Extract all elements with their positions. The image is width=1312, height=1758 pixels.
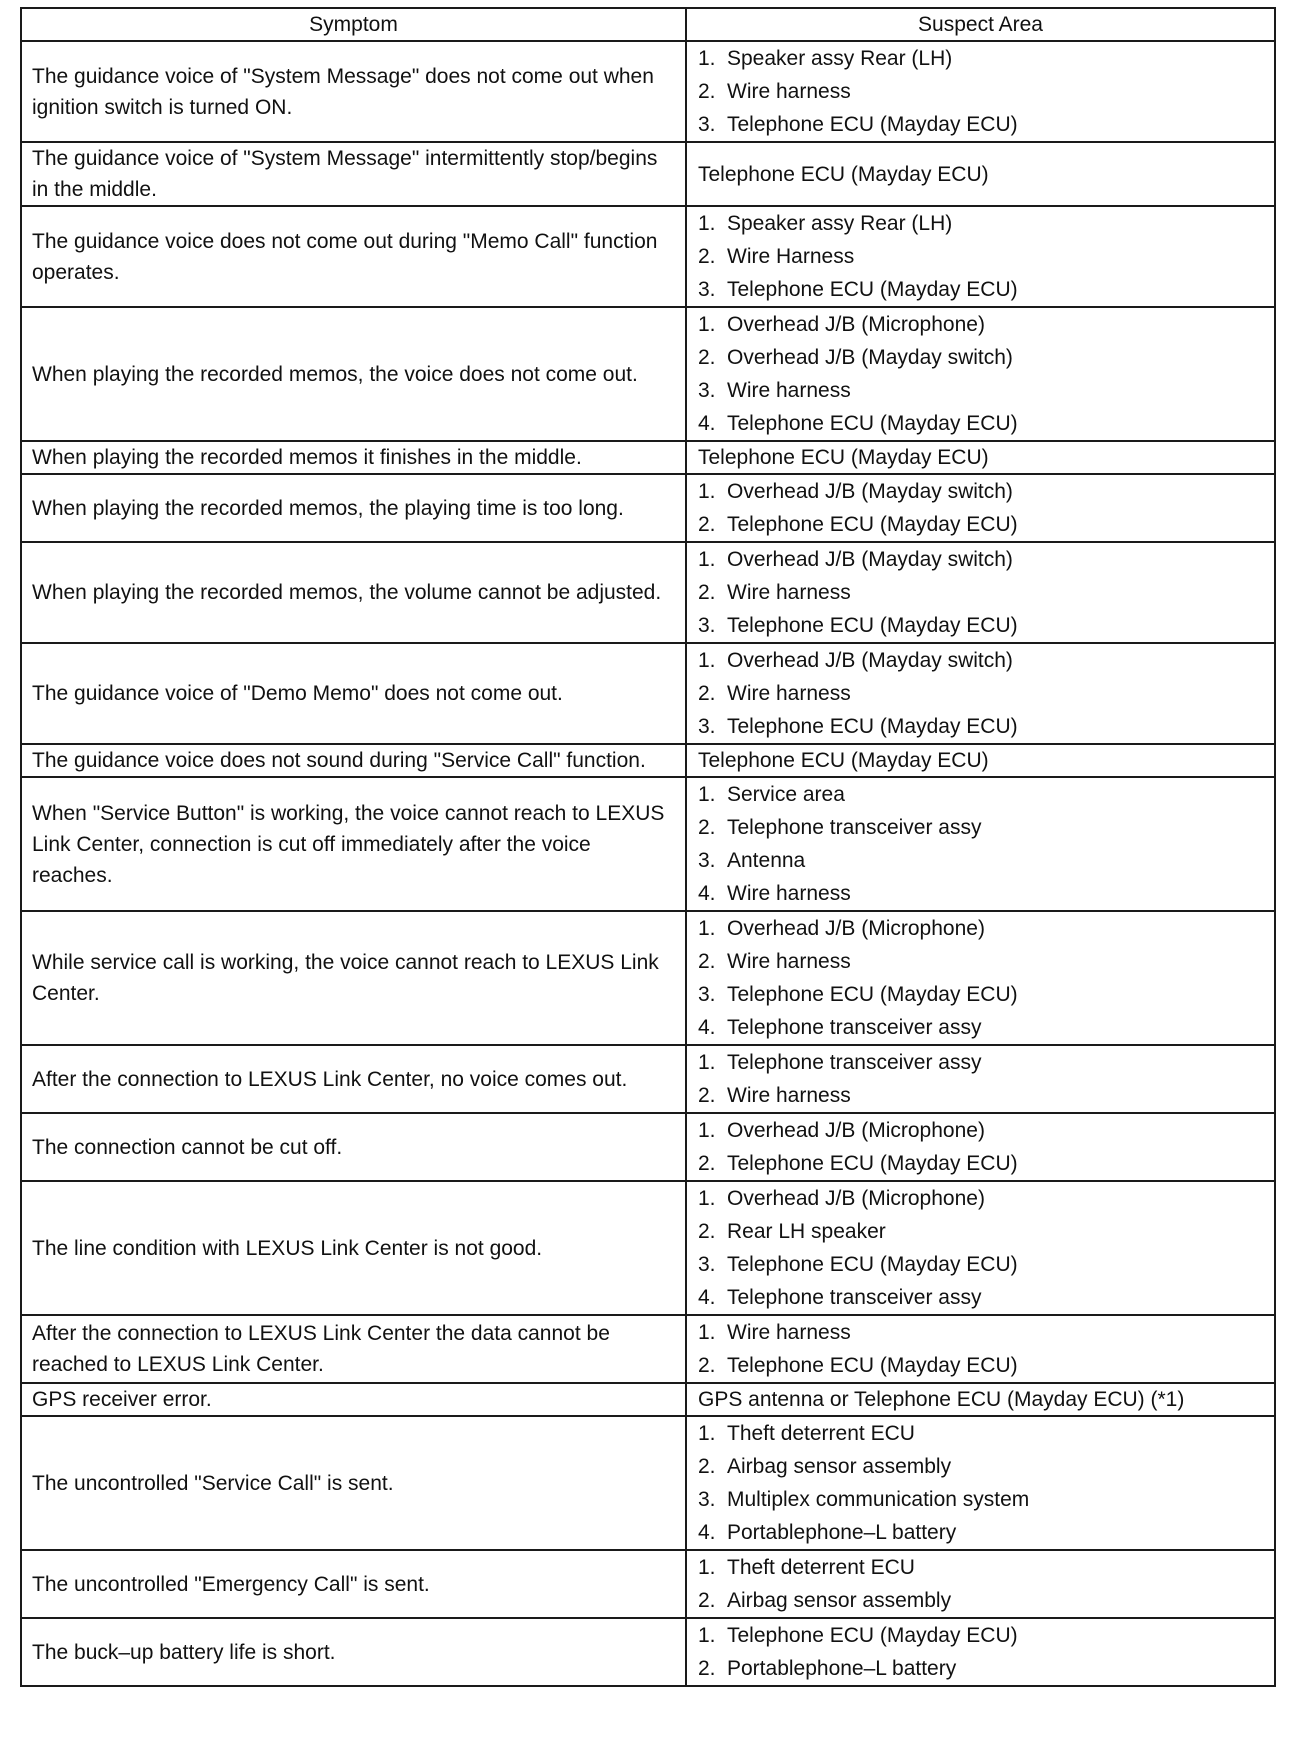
item-number: 2. <box>698 1220 716 1243</box>
suspect-area-item <box>698 978 1264 1011</box>
item-text: Overhead J/B (Mayday switch) <box>727 480 1013 503</box>
symptom-cell: The line condition with LEXUS Link Center is not good. <box>21 1181 686 1315</box>
item-text: Theft deterrent ECU <box>727 1422 915 1445</box>
item-number: 1. <box>698 917 716 940</box>
item-number: 3. <box>698 1253 716 1276</box>
suspect-area-item <box>698 811 1264 844</box>
suspect-area-item <box>698 1619 1264 1652</box>
suspect-area-item <box>698 1147 1264 1180</box>
item-text: Overhead J/B (Mayday switch) <box>727 548 1013 571</box>
symptom-cell: When playing the recorded memos, the playing time is too long. <box>21 474 686 542</box>
suspect-area-cell: GPS antenna or Telephone ECU (Mayday ECU) (*1) <box>686 1383 1275 1416</box>
table-row <box>21 1045 1275 1113</box>
item-number: 1. <box>698 1119 716 1142</box>
item-number: 1. <box>698 212 716 235</box>
item-number: 3. <box>698 278 716 301</box>
item-text: Theft deterrent ECU <box>727 1556 915 1579</box>
symptom-cell: The buck–up battery life is short. <box>21 1618 686 1686</box>
table-row <box>21 1181 1275 1315</box>
suspect-area-cell <box>686 777 1275 911</box>
symptom-cell: The uncontrolled "Emergency Call" is sent. <box>21 1550 686 1618</box>
suspect-area-cell <box>686 41 1275 142</box>
item-text: Telephone ECU (Mayday ECU) <box>727 1354 1018 1377</box>
item-text: Wire Harness <box>727 245 855 268</box>
symptom-cell: The connection cannot be cut off. <box>21 1113 686 1181</box>
symptom-cell: The guidance voice does not come out during "Memo Call" function operates. <box>21 206 686 307</box>
item-text: Antenna <box>727 849 806 872</box>
item-text: Wire harness <box>727 882 851 905</box>
table-row <box>21 1550 1275 1618</box>
suspect-area-item <box>698 844 1264 877</box>
symptom-cell: The uncontrolled "Service Call" is sent. <box>21 1416 686 1550</box>
item-text: Overhead J/B (Mayday switch) <box>727 649 1013 672</box>
suspect-area-item <box>698 1417 1264 1450</box>
item-text: Telephone ECU (Mayday ECU) <box>727 113 1018 136</box>
suspect-area-item <box>698 374 1264 407</box>
item-number: 3. <box>698 715 716 738</box>
symptom-cell: While service call is working, the voice cannot reach to LEXUS Link Center. <box>21 911 686 1045</box>
item-number: 3. <box>698 983 716 1006</box>
table-row <box>21 1618 1275 1686</box>
item-text: Telephone ECU (Mayday ECU) <box>727 1624 1018 1647</box>
item-number: 2. <box>698 80 716 103</box>
symptom-cell: The guidance voice of "System Message" intermittently stop/begins in the middle. <box>21 142 686 206</box>
suspect-area-item <box>698 108 1264 141</box>
item-number: 2. <box>698 1084 716 1107</box>
symptom-cell: The guidance voice does not sound during "Service Call" function. <box>21 744 686 777</box>
item-text: Speaker assy Rear (LH) <box>727 212 953 235</box>
item-text: Telephone ECU (Mayday ECU) <box>727 614 1018 637</box>
symptom-cell: When playing the recorded memos it finishes in the middle. <box>21 441 686 474</box>
symptom-cell: After the connection to LEXUS Link Center, no voice comes out. <box>21 1045 686 1113</box>
item-number: 1. <box>698 1051 716 1074</box>
suspect-area-cell <box>686 542 1275 643</box>
suspect-area-cell <box>686 474 1275 542</box>
suspect-area-item <box>698 1011 1264 1044</box>
item-text: Telephone transceiver assy <box>727 1016 982 1039</box>
suspect-area-item <box>698 877 1264 910</box>
item-text: Telephone ECU (Mayday ECU) <box>727 983 1018 1006</box>
item-number: 1. <box>698 47 716 70</box>
suspect-area-item <box>698 1450 1264 1483</box>
item-text: Wire harness <box>727 379 851 402</box>
suspect-area-item <box>698 576 1264 609</box>
item-text: Airbag sensor assembly <box>727 1455 952 1478</box>
suspect-area-cell: Telephone ECU (Mayday ECU) <box>686 744 1275 777</box>
item-number: 2. <box>698 816 716 839</box>
item-text: Telephone ECU (Mayday ECU) <box>727 1152 1018 1175</box>
table-row <box>21 1113 1275 1181</box>
suspect-area-item <box>698 1483 1264 1516</box>
item-number: 2. <box>698 245 716 268</box>
item-number: 3. <box>698 614 716 637</box>
suspect-area-item <box>698 644 1264 677</box>
item-text: Rear LH speaker <box>727 1220 886 1243</box>
table-row <box>21 1416 1275 1550</box>
suspect-area-item <box>698 1215 1264 1248</box>
item-number: 1. <box>698 1624 716 1647</box>
item-number: 1. <box>698 1422 716 1445</box>
suspect-area-cell <box>686 1550 1275 1618</box>
item-text: Overhead J/B (Microphone) <box>727 1119 985 1142</box>
suspect-area-item <box>698 207 1264 240</box>
item-number: 3. <box>698 849 716 872</box>
item-number: 2. <box>698 682 716 705</box>
item-number: 2. <box>698 950 716 973</box>
item-number: 1. <box>698 480 716 503</box>
suspect-area-item <box>698 240 1264 273</box>
suspect-area-item <box>698 42 1264 75</box>
item-number: 2. <box>698 1657 716 1680</box>
suspect-area-item <box>698 308 1264 341</box>
table-row <box>21 1315 1275 1383</box>
item-text: Airbag sensor assembly <box>727 1589 952 1612</box>
item-number: 4. <box>698 882 716 905</box>
table-row <box>21 911 1275 1045</box>
item-text: Telephone ECU (Mayday ECU) <box>727 412 1018 435</box>
item-number: 1. <box>698 313 716 336</box>
item-text: Telephone ECU (Mayday ECU) <box>727 278 1018 301</box>
suspect-area-cell <box>686 1113 1275 1181</box>
item-number: 2. <box>698 1589 716 1612</box>
table-row <box>21 206 1275 307</box>
item-text: Telephone transceiver assy <box>727 1051 982 1074</box>
suspect-area-cell <box>686 911 1275 1045</box>
item-number: 1. <box>698 649 716 672</box>
item-number: 2. <box>698 1354 716 1377</box>
item-text: Wire harness <box>727 950 851 973</box>
symptom-cell: When playing the recorded memos, the volume cannot be adjusted. <box>21 542 686 643</box>
suspect-area-item <box>698 609 1264 642</box>
suspect-area-cell <box>686 1045 1275 1113</box>
suspect-area-item <box>698 945 1264 978</box>
item-text: Portablephone–L battery <box>727 1657 957 1680</box>
item-text: Wire harness <box>727 581 851 604</box>
table-row <box>21 542 1275 643</box>
item-text: Speaker assy Rear (LH) <box>727 47 953 70</box>
item-text: Telephone ECU (Mayday ECU) <box>727 513 1018 536</box>
suspect-area-item <box>698 1551 1264 1584</box>
suspect-area-cell <box>686 1618 1275 1686</box>
table-row <box>21 474 1275 542</box>
item-number: 2. <box>698 1455 716 1478</box>
suspect-area-item <box>698 1114 1264 1147</box>
symptom-cell: The guidance voice of "Demo Memo" does not come out. <box>21 643 686 744</box>
suspect-area-item <box>698 778 1264 811</box>
suspect-area-item <box>698 1046 1264 1079</box>
suspect-area-cell <box>686 1315 1275 1383</box>
item-number: 1. <box>698 1187 716 1210</box>
table-row <box>21 307 1275 441</box>
suspect-area-cell: Telephone ECU (Mayday ECU) <box>686 441 1275 474</box>
item-text: Telephone ECU (Mayday ECU) <box>727 715 1018 738</box>
suspect-area-item <box>698 710 1264 743</box>
table-row <box>21 643 1275 744</box>
suspect-area-cell <box>686 1416 1275 1550</box>
suspect-area-item <box>698 912 1264 945</box>
suspect-area-cell <box>686 1181 1275 1315</box>
item-text: Overhead J/B (Microphone) <box>727 313 985 336</box>
suspect-area-item <box>698 1079 1264 1112</box>
suspect-area-item <box>698 1248 1264 1281</box>
item-text: Telephone transceiver assy <box>727 1286 982 1309</box>
suspect-area-item <box>698 341 1264 374</box>
item-text: Overhead J/B (Microphone) <box>727 917 985 940</box>
item-text: Portablephone–L battery <box>727 1521 957 1544</box>
symptom-column-header: Symptom <box>21 8 686 41</box>
table-row <box>21 1383 1275 1416</box>
suspect-area-item <box>698 273 1264 306</box>
item-number: 3. <box>698 379 716 402</box>
symptom-cell: When playing the recorded memos, the voice does not come out. <box>21 307 686 441</box>
suspect-area-item <box>698 508 1264 541</box>
suspect-area-item <box>698 1316 1264 1349</box>
item-number: 2. <box>698 1152 716 1175</box>
item-text: Wire harness <box>727 1084 851 1107</box>
item-number: 2. <box>698 581 716 604</box>
item-number: 3. <box>698 1488 716 1511</box>
suspect-area-item <box>698 1182 1264 1215</box>
item-number: 1. <box>698 548 716 571</box>
suspect-area-item <box>698 543 1264 576</box>
item-text: Telephone transceiver assy <box>727 816 982 839</box>
item-text: Telephone ECU (Mayday ECU) <box>727 1253 1018 1276</box>
item-text: Service area <box>727 783 845 806</box>
suspect-area-cell: Telephone ECU (Mayday ECU) <box>686 142 1275 206</box>
item-number: 4. <box>698 1286 716 1309</box>
item-number: 1. <box>698 1556 716 1579</box>
item-number: 3. <box>698 113 716 136</box>
item-number: 2. <box>698 346 716 369</box>
suspect-area-item <box>698 677 1264 710</box>
table-header-row <box>21 8 1275 41</box>
suspect-area-item <box>698 1349 1264 1382</box>
item-number: 1. <box>698 1321 716 1344</box>
symptom-cell: After the connection to LEXUS Link Center the data cannot be reached to LEXUS Link Center. <box>21 1315 686 1383</box>
suspect-area-column-header: Suspect Area <box>686 8 1275 41</box>
table-row <box>21 142 1275 206</box>
item-text: Overhead J/B (Microphone) <box>727 1187 985 1210</box>
suspect-area-item <box>698 407 1264 440</box>
item-number: 2. <box>698 513 716 536</box>
item-number: 4. <box>698 1521 716 1544</box>
item-text: Overhead J/B (Mayday switch) <box>727 346 1013 369</box>
item-text: Wire harness <box>727 682 851 705</box>
item-text: Wire harness <box>727 1321 851 1344</box>
table-row <box>21 41 1275 142</box>
item-number: 4. <box>698 1016 716 1039</box>
item-number: 4. <box>698 412 716 435</box>
suspect-area-item <box>698 1516 1264 1549</box>
suspect-area-item <box>698 1652 1264 1685</box>
table-row <box>21 744 1275 777</box>
suspect-area-cell <box>686 307 1275 441</box>
troubleshooting-document <box>20 7 1276 1687</box>
symptom-cell: When "Service Button" is working, the voice cannot reach to LEXUS Link Center, connection is cut off immediately after the voice reaches. <box>21 777 686 911</box>
table-body <box>21 41 1275 1686</box>
suspect-area-item <box>698 1584 1264 1617</box>
suspect-area-item <box>698 75 1264 108</box>
symptom-cell: The guidance voice of "System Message" does not come out when ignition switch is turned ON. <box>21 41 686 142</box>
problem-symptoms-table <box>20 7 1276 1687</box>
table-row <box>21 777 1275 911</box>
symptom-cell: GPS receiver error. <box>21 1383 686 1416</box>
suspect-area-item <box>698 475 1264 508</box>
item-text: Multiplex communication system <box>727 1488 1030 1511</box>
table-row <box>21 441 1275 474</box>
suspect-area-item <box>698 1281 1264 1314</box>
suspect-area-cell <box>686 643 1275 744</box>
item-text: Wire harness <box>727 80 851 103</box>
suspect-area-cell <box>686 206 1275 307</box>
item-number: 1. <box>698 783 716 806</box>
